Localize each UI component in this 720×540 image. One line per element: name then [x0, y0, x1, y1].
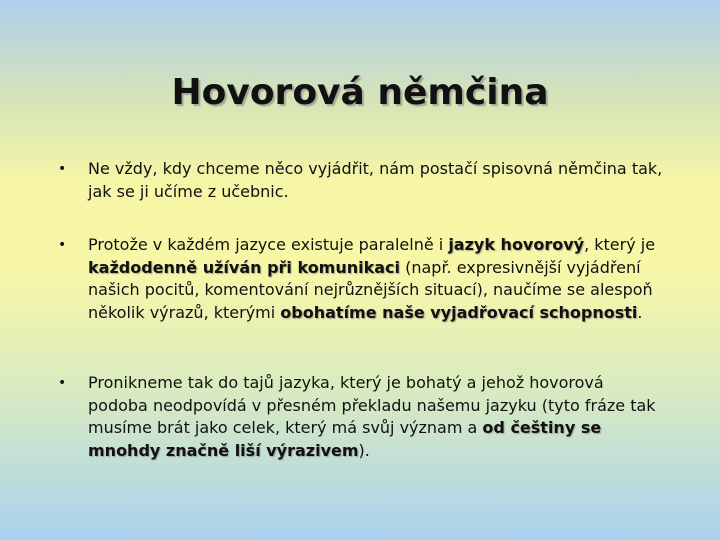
bullet-item-1: [58, 158, 666, 203]
bullet-point-icon: •: [58, 375, 67, 391]
bullet-text: (např. expresivnější vyjádření našich pocitů, komentování nejrůznějších situací), naučíme se alespoň několik výrazů, kterými: [88, 257, 653, 322]
slide-title: Hovorová němčina: [171, 72, 549, 113]
emphasis-text: každodenně užíván při komunikaci: [88, 257, 401, 277]
bullet-item-2: [58, 234, 666, 324]
bullet-item-3: [58, 372, 666, 462]
bullet-text: Ne vždy, kdy chceme něco vyjádřit, nám postačí spisovná němčina tak, jak se ji učíme z učebnic.: [88, 159, 663, 201]
emphasis-text: od češtiny se mnohdy značně liší výrazivem: [88, 418, 602, 460]
bullet-text: ).: [358, 440, 370, 460]
bullet-point-icon: •: [58, 237, 67, 253]
bullet-text: Pronikneme tak do tajů jazyka, který je bohatý a jehož hovorová podoba neodpovídá v přesném překladu našemu jazyku (tyto fráze tak musíme brát jako celek, který má svůj význam a: [88, 373, 656, 437]
bullet-text: , který je: [584, 235, 656, 254]
emphasis-text: jazyk hovorový: [448, 235, 585, 254]
bullet-point-icon: •: [58, 161, 67, 177]
emphasis-text: obohatíme naše vyjadřovací schopnosti: [280, 302, 638, 322]
bullet-text: .: [637, 302, 643, 322]
bullet-text: Protože v každém jazyce existuje paralelně i: [88, 235, 449, 254]
